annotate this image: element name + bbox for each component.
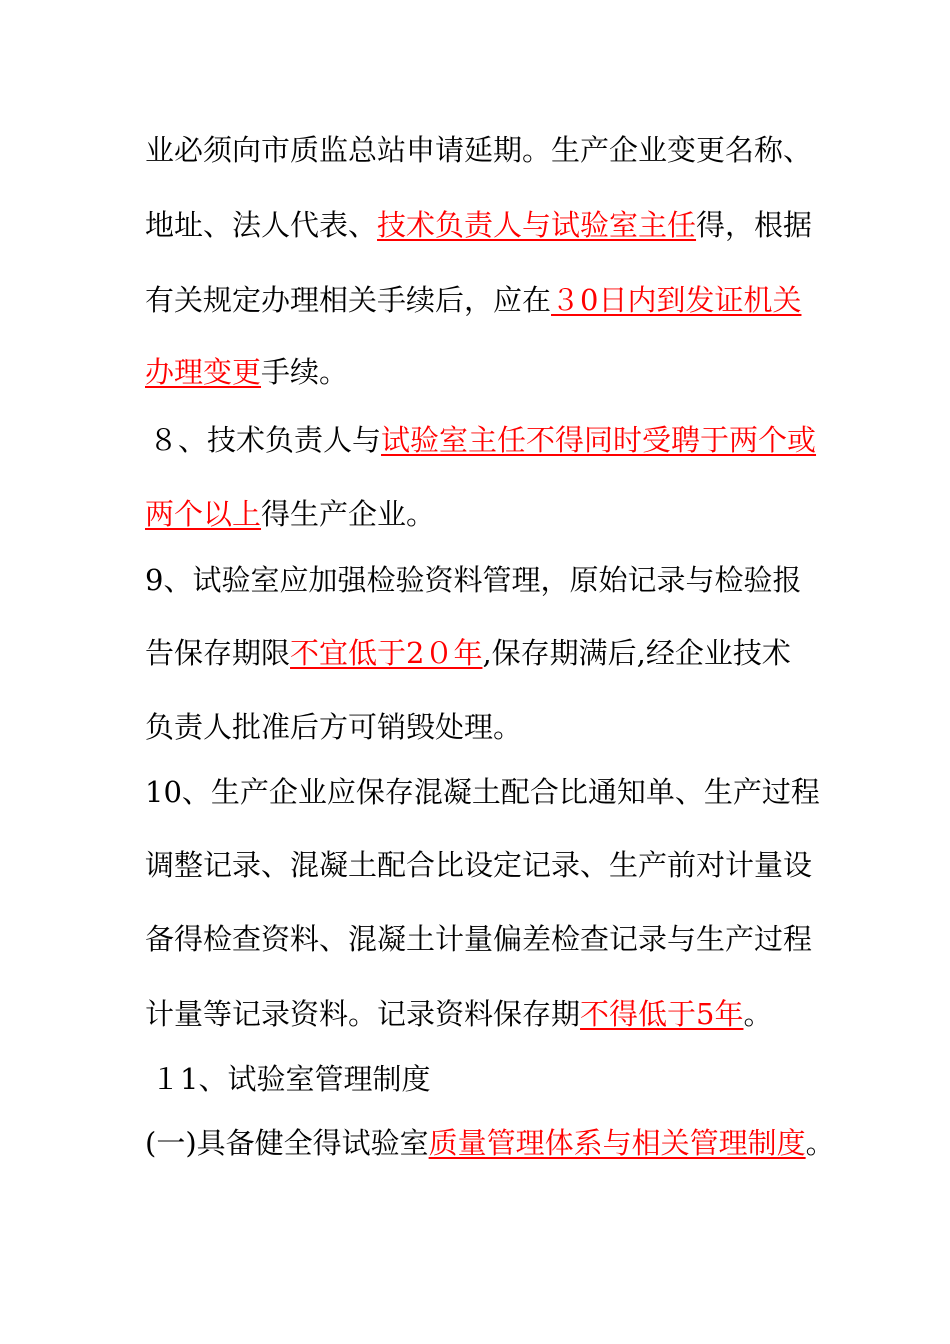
paragraph-line [145, 848, 812, 882]
body-text: ,保存期满后,经企业技术 [482, 636, 791, 670]
body-text: 地址、法人代表、 [145, 208, 378, 242]
paragraph-line [145, 563, 801, 597]
paragraph-line [145, 497, 435, 531]
paragraph-line [145, 775, 820, 809]
highlighted-text: 试验室主任不得同时受聘于两个或 [381, 423, 817, 457]
body-text: １1、试验室管理制度 [151, 1062, 431, 1096]
body-text: 10、生产企业应保存混凝土配合比通知单、生产过程 [145, 775, 820, 809]
body-text: ８、技术负责人与 [149, 423, 382, 457]
paragraph-line [145, 997, 772, 1031]
paragraph-line [145, 355, 348, 389]
body-text: 有关规定办理相关手续后，应在 [145, 283, 552, 317]
body-text: 计量等记录资料。记录资料保存期 [145, 997, 581, 1031]
highlighted-text: 办理变更 [145, 355, 262, 389]
paragraph-line [151, 1062, 430, 1096]
highlighted-text: 质量管理体系与相关管理制度 [428, 1126, 806, 1160]
highlighted-text: ３0日内到发证机关 [551, 283, 802, 317]
body-text: 告保存期限 [145, 636, 291, 670]
body-text: 得生产企业。 [261, 497, 436, 531]
highlighted-text: 不得低于5年 [580, 997, 744, 1031]
body-text: 得，根据 [696, 208, 813, 242]
paragraph-line [149, 423, 816, 457]
body-text: 业必须向市质监总站申请延期。生产企业变更名称、 [145, 133, 813, 167]
paragraph-line [145, 283, 801, 317]
highlighted-text: 技术负责人与试验室主任 [377, 208, 697, 242]
body-text: 备得检查资料、混凝土计量偏差检查记录与生产过程 [145, 922, 813, 956]
body-text: 。 [743, 997, 773, 1031]
highlighted-text: 两个以上 [145, 497, 262, 531]
paragraph-line [145, 710, 522, 744]
body-text: (一)具备健全得试验室 [145, 1126, 429, 1160]
paragraph-line [145, 1126, 835, 1160]
paragraph-line [145, 208, 812, 242]
body-text: 手续。 [261, 355, 349, 389]
body-text: 9、试验室应加强检验资料管理，原始记录与检验报 [145, 563, 802, 597]
body-text: 调整记录、混凝土配合比设定记录、生产前对计量设 [145, 848, 813, 882]
paragraph-line [145, 922, 812, 956]
paragraph-line [145, 636, 791, 670]
body-text: 。 [805, 1126, 835, 1160]
paragraph-line [145, 133, 812, 167]
highlighted-text: 不宜低于2０年 [290, 636, 483, 670]
body-text: 负责人批准后方可销毁处理。 [145, 710, 523, 744]
